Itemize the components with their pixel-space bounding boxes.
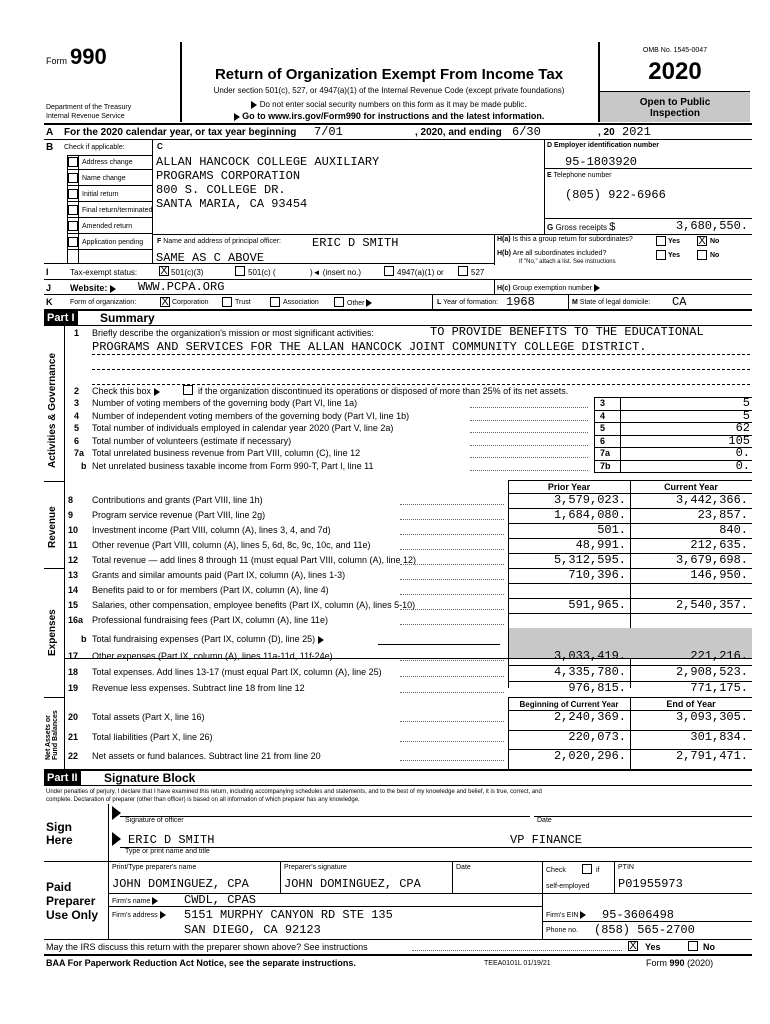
row-num: 12 [68, 555, 79, 565]
row-prior-value[interactable]: 220,073. [568, 729, 626, 744]
b-item-label: Final return/terminated [82, 207, 153, 214]
row-text: Total expenses. Add lines 13-17 (must equal Part IX, column (A), line 25) [92, 667, 382, 677]
perjury-text-2: complete. Declaration of preparer (other than officer) is based on all information of which preparer has any knowledge. [46, 797, 360, 803]
line-k-text: Form of organization: [70, 299, 137, 306]
org-other-label: Other [347, 299, 372, 307]
principal-officer-address[interactable]: SAME AS C ABOVE [156, 251, 265, 265]
officer-name[interactable]: ERIC D SMITH [128, 833, 215, 847]
line-m-text: M State of legal domicile: [572, 299, 651, 306]
use-only-label: Use Only [46, 908, 99, 922]
row-current-value[interactable]: 212,635. [690, 538, 748, 552]
discuss-no-label: No [703, 942, 715, 952]
col-current-year: Current Year [664, 482, 718, 492]
side-net-assets: Net Assets or Fund Balances [45, 710, 59, 760]
row-text: Contributions and grants (Part VIII, line 1h) [92, 495, 263, 505]
hb-no-label: No [710, 252, 720, 259]
gov-line-num: 7a [74, 448, 85, 458]
sign-label-1: Sign [46, 820, 72, 834]
row-prior-value[interactable]: 48,991. [575, 538, 626, 552]
ha-no-label: No [710, 238, 720, 245]
discontinued-checkbox[interactable] [183, 385, 193, 395]
status-501c-checkbox[interactable] [235, 266, 245, 276]
preparer-name[interactable]: JOHN DOMINGUEZ, CPA [112, 877, 249, 891]
ha-no-checkbox[interactable]: X [698, 235, 706, 247]
form-number: 990 [70, 44, 107, 69]
b-item-label: Initial return [82, 191, 119, 198]
gov-line-box: 7b [600, 460, 611, 471]
org-association-label: Association [283, 299, 319, 306]
year-formation-value[interactable]: 1968 [506, 295, 535, 309]
org-trust-label: Trust [235, 299, 251, 306]
form-subtitle: Under section 501(c), 527, or 4947(a)(1) of the Internal Revenue Code (except private foundations) [213, 86, 565, 95]
block-e-label: E Telephone number [547, 172, 612, 179]
row-prior-value[interactable]: 1,684,080. [553, 508, 626, 522]
line-a-mid: , 2020, and ending [415, 127, 502, 138]
gov-line-value[interactable]: 0. [735, 458, 750, 473]
row-prior-value[interactable]: 2,240,369. [553, 710, 626, 724]
row-prior-value[interactable]: 5,312,595. [553, 553, 626, 567]
discuss-yes-label: Yes [645, 942, 661, 952]
phone-value[interactable]: (805) 922-6966 [565, 188, 666, 202]
row-prior-value[interactable]: 3,033,419. [553, 649, 626, 663]
line16b-num: b [81, 634, 87, 644]
paid-label: Paid [46, 880, 72, 894]
status-501c-label: 501(c) ( [248, 268, 276, 277]
tax-year-begin[interactable]: 7/01 [314, 125, 343, 139]
firm-ein[interactable]: 95-3606498 [602, 908, 675, 922]
form-ref: Form 990 (2020) [646, 958, 714, 968]
org-address-2[interactable]: SANTA MARIA, CA 93454 [156, 197, 308, 211]
side-revenue: Revenue [47, 506, 58, 548]
row-num: 15 [68, 600, 79, 610]
b-checkbox-0[interactable] [68, 157, 78, 167]
row-current-value[interactable]: 221,216. [690, 649, 748, 663]
hb-yes-checkbox[interactable] [656, 250, 666, 260]
b-checkbox-4[interactable] [68, 221, 78, 231]
inspection: Inspection [649, 108, 700, 119]
arrow-icon [160, 911, 166, 919]
row-num: 18 [68, 667, 79, 677]
discuss-question: May the IRS discuss this return with the preparer shown above? See instructions [46, 942, 368, 952]
firm-address-1[interactable]: 5151 MURPHY CANYON RD STE 135 [184, 908, 393, 922]
name-title-label: Type or print name and title [125, 848, 210, 855]
arrow-icon [234, 113, 240, 121]
hb-note: If "No," attach a list. See instructions [519, 259, 616, 265]
arrow-icon [154, 388, 160, 396]
hc-line: H(c) Group exemption number [497, 284, 600, 292]
firm-address-2[interactable]: SAN DIEGO, CA 92123 [184, 923, 321, 937]
arrow-icon [152, 897, 158, 905]
block-f-label: F Name and address of principal officer: [157, 238, 282, 245]
row-current-value[interactable]: 2,540,357. [675, 598, 748, 612]
line-i-label: I [46, 267, 49, 277]
notice-ssn: Do not enter social security numbers on this form as it may be made public. [180, 100, 598, 109]
line-i-text: Tax-exempt status: [70, 268, 138, 277]
part2-tag: Part II [44, 771, 81, 785]
self-employed-label: self-employed [546, 883, 590, 890]
b-checkbox-1[interactable] [68, 173, 78, 183]
dept-treasury: Department of the Treasury [46, 104, 132, 111]
tax-year: 2020 [648, 58, 702, 85]
b-row-line [67, 249, 152, 250]
status-527-label: 527 [471, 268, 485, 277]
block-b-heading: Check if applicable: [64, 144, 125, 151]
part1-tag: Part I [44, 311, 78, 325]
notice-instructions: Go to www.irs.gov/Form990 for instructions and the latest information. [180, 111, 598, 121]
row-text: Total liabilities (Part X, line 26) [92, 731, 213, 742]
preparer-sig-header: Preparer's signature [284, 864, 347, 871]
discuss-yes-checkbox[interactable]: X [629, 940, 637, 952]
line2-num: 2 [74, 386, 80, 396]
row-num: 10 [68, 525, 79, 535]
row-text: Professional fundraising fees (Part IX, column (A), line 11e) [92, 615, 328, 625]
gov-line-num: 6 [74, 435, 80, 446]
officer-title[interactable]: VP FINANCE [510, 833, 583, 847]
row-text: Other revenue (Part VIII, column (A), lines 5, 6d, 8c, 9c, 10c, and 11e) [92, 540, 371, 550]
website-value[interactable]: WWW.PCPA.ORG [138, 280, 225, 294]
perjury-text-1: Under penalties of perjury, I declare that I have examined this return, including accompanying schedules and statements, and to the best of my knowledge and belief, it is true, correct, and [46, 789, 542, 795]
form-label: Form [46, 56, 67, 66]
phone-label: Phone no. [546, 927, 578, 934]
signature-officer-label: Signature of officer [125, 817, 184, 824]
org-trust-checkbox[interactable] [222, 297, 232, 307]
row-text: Total assets (Part X, line 16) [92, 712, 205, 722]
row-num: 14 [68, 585, 79, 595]
hb-line: H(b) Are all subordinates included? [497, 250, 607, 257]
row-num: 16a [68, 615, 84, 625]
b-checkbox-5[interactable] [68, 237, 78, 247]
firm-name-label: Firm's name [112, 897, 158, 905]
org-corporation-label: Corporation [172, 299, 209, 306]
row-text: Other expenses (Part IX, column (A), lines 11a-11d, 11f-24e) [92, 651, 333, 661]
col-begin-year: Beginning of Current Year [519, 700, 619, 709]
block-c-label: C [157, 142, 163, 151]
mission-line-1[interactable]: TO PROVIDE BENEFITS TO THE EDUCATIONAL [430, 325, 704, 339]
b-row-line [67, 233, 152, 234]
arrow-icon [594, 284, 600, 292]
arrow-icon [251, 101, 257, 109]
row-prior-value[interactable]: 2,020,296. [553, 749, 626, 763]
line1-text: Briefly describe the organization's mission or most significant activities: [92, 328, 374, 338]
gov-line-value[interactable]: 62 [735, 421, 750, 435]
ha-yes-label: Yes [668, 238, 681, 245]
row-prior-value[interactable]: 710,396. [568, 568, 626, 582]
preparer-phone[interactable]: (858) 565-2700 [594, 923, 695, 937]
gov-line-value[interactable]: 0. [735, 446, 750, 460]
b-item-label: Name change [82, 175, 126, 182]
row-text: Net assets or fund balances. Subtract line 21 from line 20 [92, 751, 321, 761]
b-checkbox-2[interactable] [68, 189, 78, 199]
status-527-checkbox[interactable] [458, 266, 468, 276]
gov-line-value[interactable]: 5 [742, 396, 750, 410]
open-public: Open to Public [639, 97, 711, 108]
row-current-value[interactable]: 2,908,523. [675, 665, 748, 679]
row-current-value[interactable]: 3,679,698. [675, 553, 748, 567]
line-a-sep: , 20 [598, 127, 615, 138]
form-code: TEEA0101L 01/19/21 [484, 960, 551, 967]
discuss-no-checkbox[interactable] [688, 941, 698, 951]
line1-num: 1 [74, 328, 80, 338]
dept-irs: Internal Revenue Service [46, 113, 125, 120]
org-name-1[interactable]: ALLAN HANCOCK COLLEGE AUXILIARY [156, 155, 380, 169]
b-row-line [67, 169, 152, 170]
b-item-label: Amended return [82, 223, 133, 230]
row-text: Investment income (Part VIII, column (A), lines 3, 4, and 7d) [92, 525, 331, 535]
firm-name[interactable]: CWDL, CPAS [184, 893, 257, 907]
tax-year-end-year[interactable]: 2021 [622, 125, 651, 139]
row-current-value[interactable]: 3,442,366. [675, 493, 748, 507]
ein-value[interactable]: 95-1803920 [565, 155, 638, 169]
row-num: 8 [68, 495, 74, 505]
baa-notice: BAA For Paperwork Reduction Act Notice, see the separate instructions. [46, 958, 356, 968]
row-num: 21 [68, 731, 79, 742]
line-j-text: Website: [70, 283, 116, 293]
preparer-name-header: Print/Type preparer's name [112, 864, 197, 871]
block-b-label: B [46, 142, 54, 153]
gov-line-num: b [81, 460, 87, 471]
b-checkbox-3[interactable] [68, 205, 78, 215]
row-num: 19 [68, 683, 79, 693]
part2-title: Signature Block [104, 771, 196, 785]
row-prior-value[interactable]: 4,335,780. [553, 665, 626, 679]
row-text: Salaries, other compensation, employee benefits (Part IX, column (A), lines 5-10) [92, 600, 416, 610]
side-activities: Activities & Governance [47, 352, 58, 468]
row-current-value[interactable]: 301,834. [690, 729, 748, 744]
row-text: Revenue less expenses. Subtract line 18 from line 12 [92, 683, 305, 693]
row-prior-value[interactable]: 3,579,023. [553, 493, 626, 507]
b-item-label: Address change [82, 159, 133, 166]
preparer-label: Preparer [46, 894, 96, 908]
b-row-line [67, 185, 152, 186]
ptin-value[interactable]: P01955973 [618, 877, 683, 891]
status-insert-label: )◄ (insert no.) [310, 268, 362, 277]
row-text: Program service revenue (Part VIII, line 2g) [92, 510, 266, 520]
hb-yes-label: Yes [668, 252, 681, 259]
row-num: 20 [68, 712, 79, 722]
block-g-label: G Gross receipts $ [547, 221, 616, 233]
line-j-label: J [46, 283, 52, 293]
col-prior-year: Prior Year [547, 482, 591, 492]
firm-ein-label: Firm's EIN [546, 911, 586, 919]
row-current-value[interactable]: 146,950. [690, 568, 748, 582]
line-k-label: K [46, 297, 53, 307]
arrow-icon [366, 299, 372, 307]
org-other-checkbox[interactable] [334, 297, 344, 307]
org-name-2[interactable]: PROGRAMS CORPORATION [156, 169, 301, 183]
gov-line-box: 7a [600, 448, 611, 458]
status-501c3-checkbox[interactable]: X [160, 265, 168, 277]
row-current-value[interactable]: 2,791,471. [675, 749, 748, 763]
check-label: Check [546, 867, 566, 874]
ptin-header: PTIN [618, 864, 634, 871]
gov-line-text: Number of voting members of the governing body (Part VI, line 1a) [92, 398, 358, 408]
line16b-text: Total fundraising expenses (Part IX, column (D), line 25) [92, 634, 324, 644]
line-l-text: L Year of formation: [437, 299, 499, 306]
org-address-1[interactable]: 800 S. COLLEGE DR. [156, 183, 286, 197]
gov-line-text: Total number of volunteers (estimate if necessary) [92, 435, 292, 446]
signature-date-label: Date [537, 817, 552, 824]
row-prior-value[interactable]: 591,965. [568, 598, 626, 612]
gross-receipts-value[interactable]: 3,680,550. [675, 219, 748, 233]
self-employed-checkbox[interactable] [582, 864, 592, 874]
state-domicile-value[interactable]: CA [672, 295, 687, 309]
col-end-year: End of Year [666, 699, 716, 709]
line2-text-a: Check this box [92, 386, 160, 396]
row-num: 22 [68, 751, 79, 761]
row-text: Grants and similar amounts paid (Part IX, column (A), lines 1-3) [92, 570, 346, 580]
row-prior-value[interactable]: 501. [597, 523, 626, 537]
row-num: 9 [68, 510, 74, 520]
gov-line-num: 4 [74, 410, 80, 421]
mission-line-2[interactable]: PROGRAMS AND SERVICES FOR THE ALLAN HANCOCK JOINT COMMUNITY COLLEGE DISTRICT. [92, 340, 647, 354]
status-501c3-label: 501(c)(3) [171, 268, 204, 277]
omb-number: OMB No. 1545-0047 [642, 47, 708, 54]
status-4947-checkbox[interactable] [384, 266, 394, 276]
org-corporation-checkbox[interactable]: X [161, 296, 169, 308]
side-expenses: Expenses [47, 609, 58, 656]
sign-label-2: Here [46, 833, 73, 847]
b-row-line [67, 201, 152, 202]
gov-line-value[interactable]: 105 [728, 433, 750, 448]
hb-no-checkbox[interactable] [697, 250, 707, 260]
block-d-label: D Employer identification number [547, 142, 660, 149]
b-item-label: Application pending [82, 239, 144, 246]
sign-arrow-icon [112, 806, 121, 820]
row-prior-value[interactable]: 976,815. [568, 681, 626, 695]
gov-line-text: Number of independent voting members of the governing body (Part VI, line 1b) [92, 410, 410, 421]
line-a-text: For the 2020 calendar year, or tax year beginning [64, 127, 297, 138]
status-4947-label: 4947(a)(1) or [397, 268, 444, 277]
gov-line-value[interactable]: 5 [742, 408, 750, 423]
row-num: 11 [68, 540, 78, 550]
gov-line-box: 6 [600, 435, 606, 446]
tax-year-end[interactable]: 6/30 [512, 125, 541, 139]
gov-line-text: Total number of individuals employed in calendar year 2020 (Part V, line 2a) [92, 423, 394, 433]
b-row-line [67, 217, 152, 218]
gov-line-text: Total unrelated business revenue from Part VIII, column (C), line 12 [92, 448, 361, 458]
row-current-value[interactable]: 3,093,305. [675, 710, 748, 724]
row-text: Total revenue — add lines 8 through 11 (must equal Part VIII, column (A), line 12) [92, 555, 416, 565]
gov-line-box: 3 [600, 398, 606, 408]
line2-text-b: if the organization discontinued its operations or disposed of more than 25% of its net assets. [198, 386, 569, 396]
gov-line-num: 3 [74, 398, 80, 408]
line-a-label: A [46, 127, 54, 138]
gov-line-box: 4 [600, 410, 606, 421]
principal-officer-name[interactable]: ERIC D SMITH [312, 236, 399, 250]
firm-address-label: Firm's address [112, 911, 166, 919]
b-row-line-top [67, 155, 152, 156]
ha-yes-checkbox[interactable] [656, 236, 666, 246]
row-text: Benefits paid to or for members (Part IX, column (A), line 4) [92, 585, 329, 595]
row-current-value[interactable]: 771,175. [690, 681, 748, 695]
ha-line: H(a) Is this a group return for subordinates? [497, 236, 633, 243]
if-label: if [596, 867, 600, 874]
row-num: 17 [68, 651, 79, 661]
gov-line-box: 5 [600, 423, 606, 433]
preparer-date-header: Date [456, 864, 471, 871]
gov-line-text: Net unrelated business taxable income from Form 990-T, Part I, line 11 [92, 460, 374, 471]
row-current-value[interactable]: 840. [719, 523, 748, 537]
arrow-icon [110, 285, 116, 293]
row-num: 13 [68, 570, 79, 580]
preparer-signature[interactable]: JOHN DOMINGUEZ, CPA [284, 877, 421, 891]
name-arrow-icon [112, 832, 121, 846]
arrow-icon [318, 636, 324, 644]
row-current-value[interactable]: 23,857. [697, 508, 748, 522]
form-title: Return of Organization Exempt From Income Tax [214, 66, 564, 83]
arrow-icon [580, 911, 586, 919]
part1-title: Summary [100, 311, 155, 325]
gov-line-num: 5 [74, 423, 80, 433]
org-association-checkbox[interactable] [270, 297, 280, 307]
